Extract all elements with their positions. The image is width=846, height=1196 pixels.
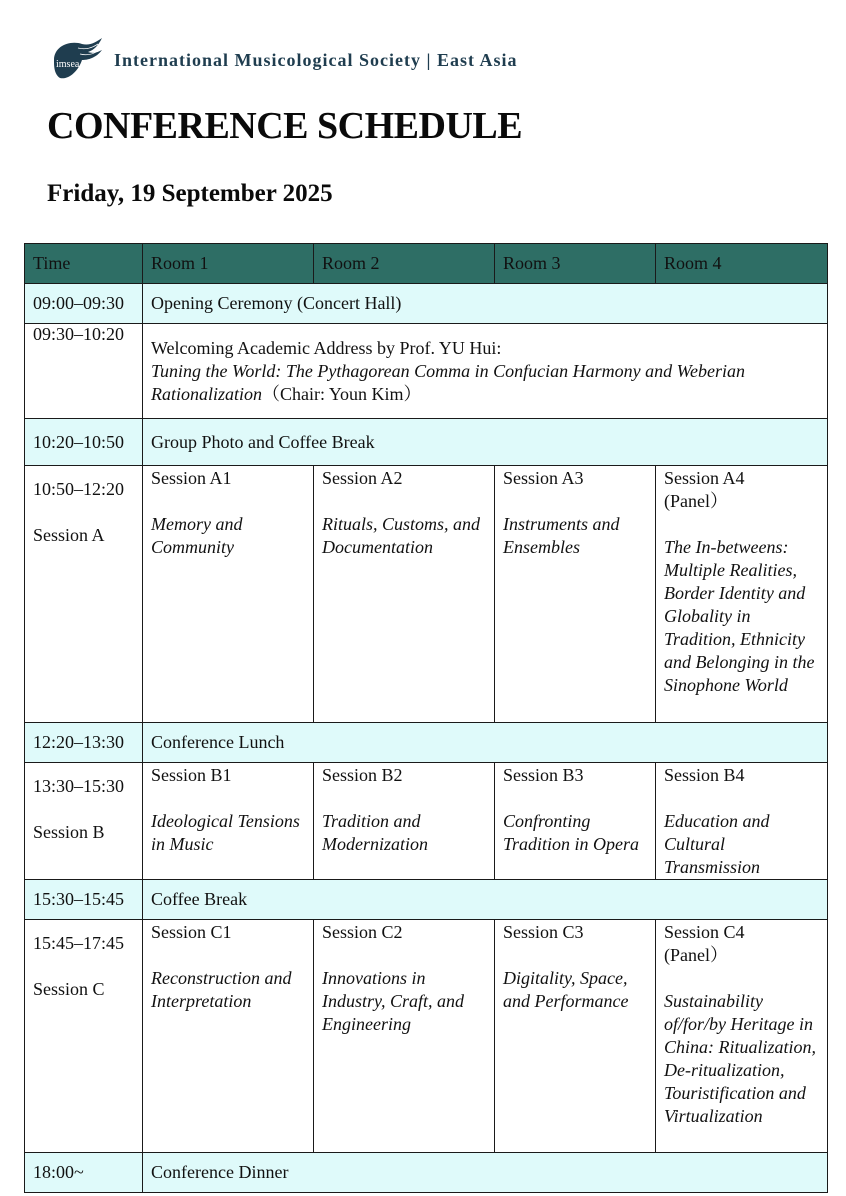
table-row-session-b: [25, 763, 828, 880]
session-title: Ideological Tensions in Music: [151, 811, 300, 854]
session-time: 10:50–12:20: [33, 479, 125, 499]
column-header-room-2: Room 2: [314, 244, 495, 284]
session-cell: [314, 920, 495, 1153]
schedule-date: Friday, 19 September 2025: [47, 180, 333, 207]
time-cell: [25, 466, 143, 723]
session-title: Education and Cultural Transmission: [664, 811, 770, 877]
session-id: Session C2: [322, 922, 403, 942]
column-header-time: Time: [25, 244, 143, 284]
session-panel-note: (Panel）: [664, 491, 728, 511]
table-row-welcome: [25, 324, 828, 419]
session-title: Digitality, Space, and Performance: [503, 968, 629, 1011]
session-label: Session A: [33, 525, 105, 545]
session-title: Instruments and Ensembles: [503, 514, 620, 557]
event-cell: Conference Dinner: [143, 1153, 828, 1193]
session-title: Sustainability of/for/by Heritage in China: Ritualization, De-ritualization, Touristification and Virtualization: [664, 991, 817, 1126]
imsea-logo: [48, 38, 104, 82]
session-time: 15:45–17:45: [33, 933, 125, 953]
table-row-photo: [25, 419, 828, 466]
time-cell: [25, 763, 143, 880]
session-cell: [143, 466, 314, 723]
session-cell: [495, 920, 656, 1153]
session-time: 13:30–15:30: [33, 776, 125, 796]
session-cell: [656, 763, 828, 880]
session-id: Session A2: [322, 468, 403, 488]
event-cell: Opening Ceremony (Concert Hall): [143, 284, 828, 324]
session-id: Session B3: [503, 765, 584, 785]
table-row-session-a: [25, 466, 828, 723]
column-header-room-4: Room 4: [656, 244, 828, 284]
session-id: Session B2: [322, 765, 403, 785]
time-cell: 15:30–15:45: [25, 880, 143, 920]
session-id: Session C1: [151, 922, 232, 942]
session-id: Session B1: [151, 765, 232, 785]
page-title: CONFERENCE SCHEDULE: [47, 105, 523, 147]
welcome-talk: [151, 360, 819, 406]
session-cell: [656, 920, 828, 1153]
session-label: Session B: [33, 822, 105, 842]
time-cell: 10:20–10:50: [25, 419, 143, 466]
session-cell: [314, 466, 495, 723]
time-cell: 18:00~: [25, 1153, 143, 1193]
table-row-dinner: [25, 1153, 828, 1193]
time-cell: 09:00–09:30: [25, 284, 143, 324]
session-id: Session C4: [664, 922, 745, 942]
time-cell: [25, 920, 143, 1153]
session-title: Memory and Community: [151, 514, 243, 557]
session-title: Tradition and Modernization: [322, 811, 428, 854]
organization-name: International Musicological Society | East Asia: [114, 49, 518, 70]
column-header-room-3: Room 3: [495, 244, 656, 284]
session-title: Reconstruction and Interpretation: [151, 968, 292, 1011]
table-row-coffee: [25, 880, 828, 920]
session-cell: [656, 466, 828, 723]
session-id: Session A3: [503, 468, 584, 488]
session-label: Session C: [33, 979, 105, 999]
table-row-lunch: [25, 723, 828, 763]
session-cell: [314, 763, 495, 880]
table-row-opening: [25, 284, 828, 324]
session-title: The In-betweens: Multiple Realities, Border Identity and Globality in Tradition, Ethnicity and Belonging in the Sinophone World: [664, 537, 815, 695]
session-id: Session C3: [503, 922, 584, 942]
session-cell: [495, 466, 656, 723]
session-id: Session A4: [664, 468, 745, 488]
table-header-row: [25, 244, 828, 284]
session-panel-note: (Panel）: [664, 945, 728, 965]
event-cell: Group Photo and Coffee Break: [143, 419, 828, 466]
schedule-table: [24, 243, 828, 1193]
column-header-room-1: Room 1: [143, 244, 314, 284]
welcome-address-cell: [143, 324, 828, 419]
session-id: Session A1: [151, 468, 232, 488]
session-cell: [495, 763, 656, 880]
welcome-speaker: Welcoming Academic Address by Prof. YU Hui:: [151, 337, 502, 358]
page-header: [48, 38, 517, 82]
session-cell: [143, 920, 314, 1153]
logo-text: imsea: [56, 59, 80, 70]
welcome-chair: （Chair: Youn Kim）: [262, 383, 422, 404]
session-title: Confronting Tradition in Opera: [503, 811, 640, 854]
session-title: Innovations in Industry, Craft, and Engineering: [322, 968, 465, 1034]
event-cell: Coffee Break: [143, 880, 828, 920]
table-row-session-c: [25, 920, 828, 1153]
session-title: Rituals, Customs, and Documentation: [322, 514, 481, 557]
session-id: Session B4: [664, 765, 745, 785]
welcome-talk-title: Tuning the World: The Pythagorean Comma in Confucian Harmony and Weberian Rationalization: [151, 360, 745, 404]
time-cell: 12:20–13:30: [25, 723, 143, 763]
event-cell: Conference Lunch: [143, 723, 828, 763]
time-cell: 09:30–10:20: [25, 324, 143, 419]
session-cell: [143, 763, 314, 880]
